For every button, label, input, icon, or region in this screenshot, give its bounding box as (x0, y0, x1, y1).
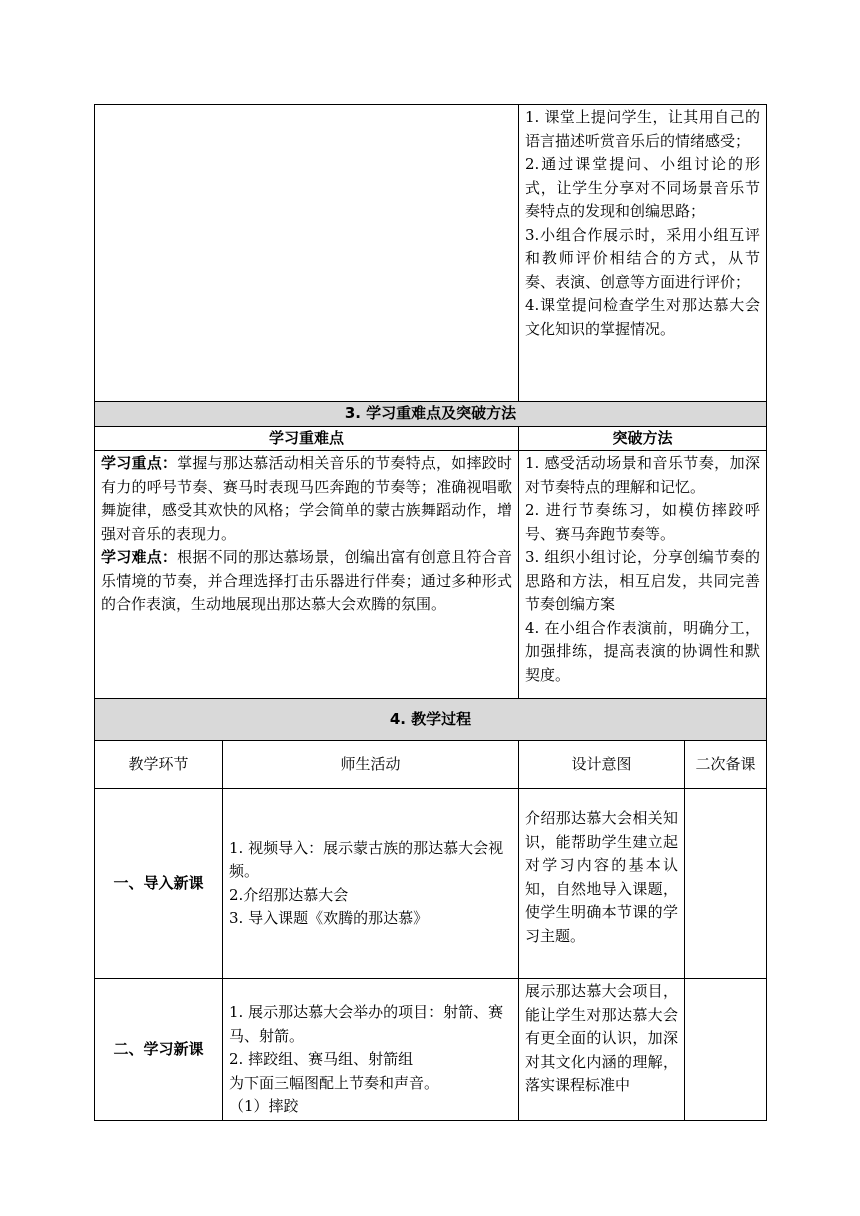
key-points-cell (95, 451, 519, 699)
process-header-row (95, 741, 767, 789)
methods-cell (519, 451, 767, 699)
difficulty-label: 学习难点： (101, 548, 178, 566)
evaluation-item: 1. 课堂上提问学生，让其用自己的语言描述听赏音乐后的情绪感受； (525, 108, 761, 150)
method-item: 3. 组织小组讨论，分享创编节奏的思路和方法，相互启发，共同完善节奏创编方案 (525, 548, 761, 613)
activity-line: （1）摔跤 (229, 1097, 299, 1115)
activity-line: 1. 视频导入：展示蒙古族的那达慕大会视频。 (229, 838, 504, 880)
evaluation-item: 3.小组合作展示时，采用小组互评和教师评价相结合的方式，从节奏、表演、创意等方面进行评价； (525, 225, 761, 291)
intent-cell: 展示那达慕大会项目，能让学生对那达慕大会有更全面的认识，加深对其文化内涵的理解，落实课程标准中 (519, 979, 685, 1121)
process-row-intro (95, 789, 767, 979)
activities-cell (223, 979, 519, 1121)
method-item: 1. 感受活动场景和音乐节奏，加深对节奏特点的理解和记忆。 (525, 454, 761, 496)
intent-cell: 介绍那达慕大会相关知识，能帮助学生建立起对学习内容的基本认知，自然地导入课题，使学生明确本节课的学习主题。 (519, 789, 685, 979)
key-points-header: 学习重难点 (95, 426, 519, 451)
section3-title: 3. 学习重难点及突破方法 (95, 402, 767, 427)
methods-header: 突破方法 (519, 426, 767, 451)
header-stage: 教学环节 (95, 741, 223, 789)
stage-cell: 一、导入新课 (95, 789, 223, 979)
key-point-text: 掌握与那达慕活动相关音乐的节奏特点，如摔跤时有力的呼号节奏、赛马时表现马匹奔跑的节奏等；准确视唱歌舞旋律，感受其欢快的风格；学会简单的蒙古族舞蹈动作，增强对音乐的表现力。 (101, 454, 512, 543)
evaluation-item: 4.课堂提问检查学生对那达慕大会文化知识的掌握情况。 (525, 296, 761, 338)
lesson-plan-page (94, 104, 766, 1121)
activity-line: 2.介绍那达慕大会 (229, 885, 349, 904)
header-notes: 二次备课 (685, 741, 767, 789)
evaluation-row (95, 105, 767, 402)
key-point-label: 学习重点： (101, 454, 178, 472)
activities-cell (223, 789, 519, 979)
activity-line: 3. 导入课题《欢腾的那达慕》 (229, 909, 429, 927)
difficulty-paragraph (101, 546, 512, 617)
section4-title: 4. 教学过程 (95, 699, 767, 741)
evaluation-item: 2.通过课堂提问、小组讨论的形式，让学生分享对不同场景音乐节奏特点的发现和创编思路； (525, 155, 761, 220)
activity-line: 为下面三幅图配上节奏和声音。 (229, 1073, 440, 1092)
key-points-row (95, 451, 767, 699)
evaluation-left-cell (95, 105, 519, 402)
process-row-new (95, 979, 767, 1121)
evaluation-cell (519, 105, 767, 402)
lesson-plan-table (94, 104, 767, 1121)
notes-cell (685, 979, 767, 1121)
notes-cell (685, 789, 767, 979)
activity-line: 2. 摔跤组、赛马组、射箭组 (229, 1050, 414, 1068)
difficulty-text: 根据不同的那达慕场景，创编出富有创意且符合音乐情境的节奏，并合理选择打击乐器进行伴奏；通过多种形式的合作表演，生动地展现出那达慕大会欢腾的氛围。 (101, 548, 512, 613)
stage-cell: 二、学习新课 (95, 979, 223, 1121)
activity-line: 1. 展示那达慕大会举办的项目：射箭、赛马、射箭。 (229, 1003, 504, 1045)
key-point-paragraph (101, 452, 512, 546)
header-activities: 师生活动 (223, 741, 519, 789)
method-item: 4. 在小组合作表演前，明确分工，加强排练，提高表演的协调性和默契度。 (525, 618, 761, 684)
method-item: 2. 进行节奏练习，如模仿摔跤呼号、赛马奔跑节奏等。 (525, 501, 761, 543)
header-intent: 设计意图 (519, 741, 685, 789)
